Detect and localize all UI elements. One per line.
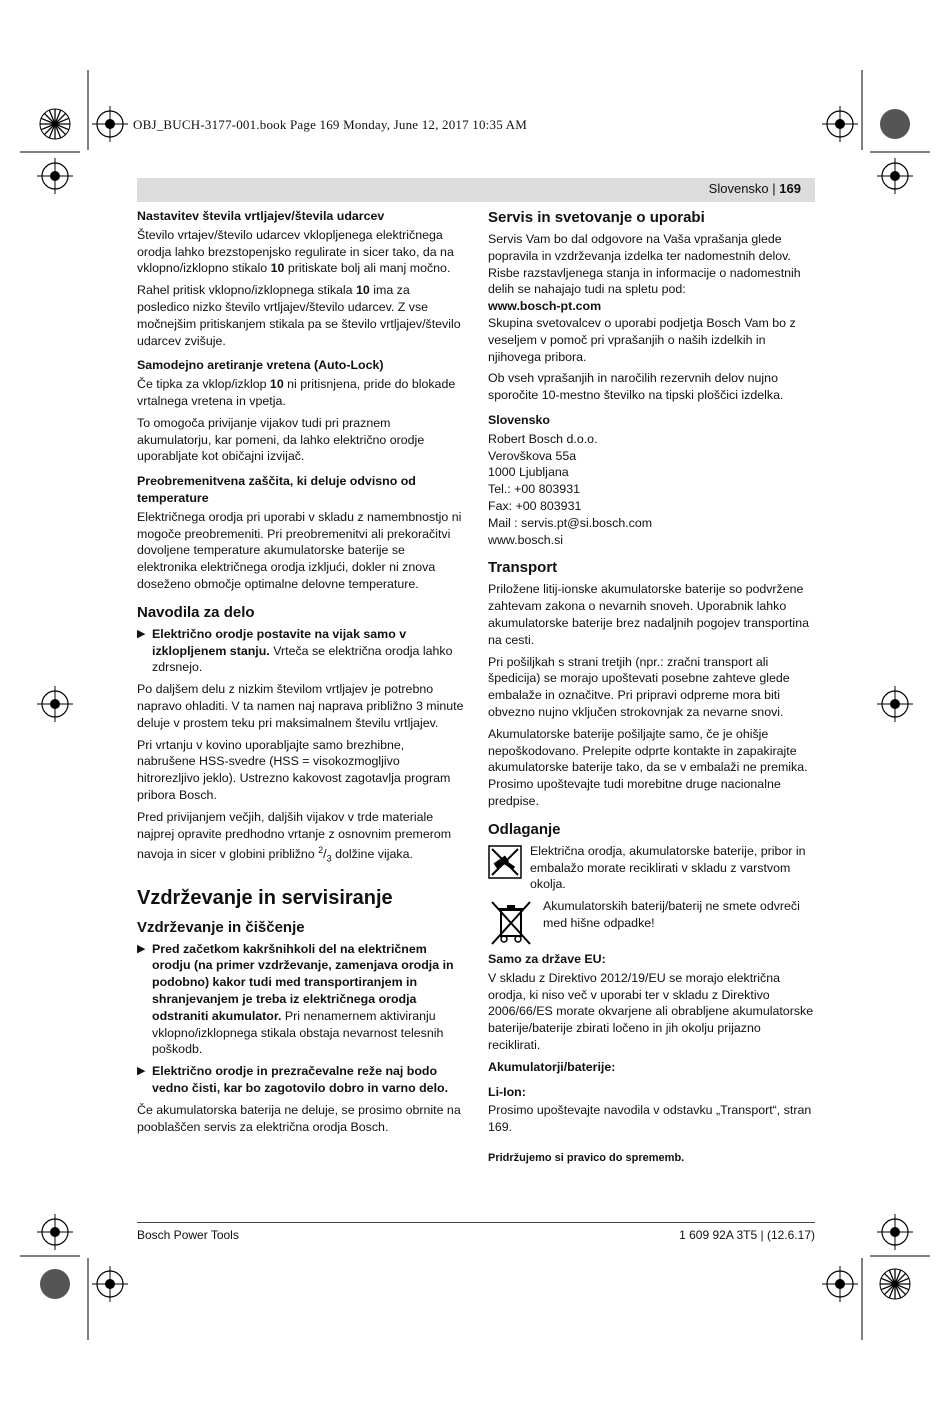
section-title: Preobremenitvena zaščita, ki deluje odvisno od temperature <box>137 474 416 505</box>
address-line: 1000 Ljubljana <box>488 465 569 480</box>
section-title: Samo za države EU: <box>488 952 606 967</box>
phone: Tel.: +00 803931 <box>488 482 580 497</box>
paragraph: Pri vrtanju v kovino uporabljajte samo brezhibne, nabrušene HSS-svedre (HSS = visokozmogljivo hitrorezljivo jeklo). Ustrezno kakovost zagotavlja program pribora Bosch. <box>137 737 451 802</box>
paragraph: Električnega orodja pri uporabi v skladu z namembnostjo ni mogoče preobremeniti. Pri preobremenitvi ali prekoračitvi dovoljene temperature akumulatorske baterije se elektronika električnega orodja izkljući, dokler ni znova doseženo območje optimalne delovne temperature. <box>137 509 462 591</box>
footer-code: 1 609 92A 3T5 | (12.6.17) <box>679 1228 815 1242</box>
paragraph: V skladu z Direktivo 2012/19/EU se morajo električna orodja, ki niso več v uporabi ter v skladu z Direktivo 2006/66/ES morate okvarjene ali obrabljene akumulatorske baterije/baterije zbirati ločeno in jih okolju prijazno reciklirati. <box>488 970 814 1053</box>
paragraph: Prosimo upoštevajte tudi morebitne druge nacionalne predpise. <box>488 777 781 808</box>
section-heading: Navodila za delo <box>137 603 255 621</box>
section-heading: Transport <box>488 559 558 577</box>
paragraph: To omogoča privijanje vijakov tudi pri praznem akumulatorju, kar pomeni, da lahko električno orodje uporabljate kot običajni izvijač. <box>137 415 425 464</box>
section-title: Slovensko <box>488 412 550 427</box>
bullet-triangle-icon: ▶ <box>137 627 146 640</box>
paragraph: Ob vseh vprašanjih in naročilih rezervnih delov nujno sporočite 10-mestno številko na tipski ploščici izdelka. <box>488 371 784 403</box>
paragraph: Število vrtajev/število udarcev vklopljenega električnega orodja lahko brezstopenjsko regulirate in sicer tako, da na vklopno/izklopno stikalo 10 pritiskate bolj ali manj močno. <box>137 227 454 276</box>
warning-bullet: ▶ Električno orodje in prezračevalne reže naj bodo vedno čisti, kar bo zagotovilo dobro in varno delo. <box>137 1064 449 1096</box>
warning-bullet: ▶ Električno orodje postavite na vijak samo v izklopljenem stanju. Vrteča se električna orodja lahko zdrsnejo. <box>137 626 453 675</box>
header-separator: | <box>772 181 776 196</box>
paragraph: Skupina svetovalcev o uporabi podjetja Bosch Vam bo z veseljem v pomoč pri vprašanjih o naših izdelkih in njihovega pribora. <box>488 315 796 364</box>
battery-bin-row <box>488 898 815 946</box>
footer-brand: Bosch Power Tools <box>137 1228 239 1242</box>
footer-rule <box>137 1222 815 1223</box>
crossed-bin-icon <box>488 898 534 948</box>
email[interactable]: Mail : servis.pt@si.bosch.com <box>488 515 653 530</box>
paragraph: Pred privijanjem večjih, daljših vijakov v trde materiale najprej opravite predhodno vrtanje z osnovnim premerom navoja in sicer v globini približno $^2/_3$ dolžine vijaka. <box>137 809 452 864</box>
paragraph: Če tipka za vklop/izklop 10 ni pritisnjena, pride do blokade vrtalnega vretena in vpetja. <box>137 377 456 408</box>
right-column <box>488 208 815 1167</box>
address-block <box>488 431 815 549</box>
address-line: Verovškova 55a <box>488 448 577 463</box>
chapter-heading: Vzdrževanje in servisiranje <box>137 886 393 909</box>
paragraph: Električna orodja, akumulatorske baterije, pribor in embalažo morate reciklirati v skladu z varstvom okolja. <box>530 843 806 892</box>
section-title: Li-Ion: <box>488 1084 526 1099</box>
paragraph: Priložene litij-ionske akumulatorske baterije so podvržene zahtevam zakona o nevarnih snoveh. Uporabnik lahko akumulatorske baterije brez nadaljnih pogojev transportina na cesti. <box>488 582 809 647</box>
paragraph: Če akumulatorska baterija ne deluje, se prosimo obrnite na pooblaščen servis za električna orodja Bosch. <box>137 1102 461 1134</box>
warning-bullet: ▶ Pred začetkom kakršnihkoli del na električnem orodju (na primer vzdrževanje, zamenjava orodja in podobno) kakor tudi med transportiranjem in shranjevanjem je treba iz električnega orodja odstraniti akumulator. Pri nenamernem aktiviranju vklopno/izklopnega stikala obstaja nevarnost telesnih poškodb. <box>137 941 454 1057</box>
paragraph: Akumulatorskih baterij/baterij ne smete odvreči med hišne odpadke! <box>543 899 800 930</box>
bullet-triangle-icon: ▶ <box>137 1065 146 1078</box>
paragraph: Prosimo upoštevajte navodila v odstavku „Transport“, stran 169. <box>488 1103 812 1135</box>
disclaimer-note: Pridržujemo si pravico do sprememb. <box>488 1152 685 1165</box>
website-link[interactable]: www.bosch-pt.com <box>488 299 602 314</box>
print-slug: OBJ_BUCH-3177-001.book Page 169 Monday, June 12, 2017 10:35 AM <box>133 117 527 132</box>
address-line: Robert Bosch d.o.o. <box>488 431 598 446</box>
paragraph: Rahel pritisk vklopno/izklopnega stikala 10 ima za posledico nizko število vrtljajev/število udarcev. Z vse močnejšim pritiskanjem stikala pa se število vrtljajev/število udarcev zvišuje. <box>137 283 461 348</box>
section-title: Samodejno aretiranje vretena (Auto-Lock) <box>137 358 384 373</box>
section-heading: Odlaganje <box>488 820 561 838</box>
section-title: Akumulatorji/baterije: <box>488 1059 616 1074</box>
recycling-tools-icon <box>488 845 522 879</box>
website-link[interactable]: www.bosch.si <box>488 532 564 547</box>
section-heading: Servis in svetovanje o uporabi <box>488 209 705 226</box>
section-heading: Vzdrževanje in čiščenje <box>137 918 305 936</box>
page-number: 169 <box>779 181 801 196</box>
left-column <box>137 208 464 1140</box>
paragraph: Akumulatorske baterije pošiljajte samo, če je ohišje nepoškodovano. Prelepite odprte kontakte in zapakirajte akumulatorske baterije tako, da se v embalaži ne premika. <box>488 726 808 775</box>
recycle-row <box>488 843 815 893</box>
fax: Fax: +00 803931 <box>488 498 582 513</box>
paragraph: Servis Vam bo dal odgovore na Vaša vprašanja glede popravila in vzdrževanja izdelka ter nadomestnih delov. Risbe razstavljenega stanja in informacije o nadomestnih delih se nahajajo tudi na spletu pod: <box>488 232 801 297</box>
paragraph: Po daljšem delu z nizkim številom vrtljajev je potrebno napravo ohladiti. V ta namen naj naprava približno 3 minute deluje v prostem teku pri maksimalnem številu vrtljajev. <box>137 682 464 730</box>
section-title: Nastavitev števila vrtljajev/števila udarcev <box>137 209 385 223</box>
page-header <box>709 181 801 196</box>
bullet-triangle-icon: ▶ <box>137 942 146 955</box>
paragraph: Pri pošiljkah s strani tretjih (npr.: zračni transport ali špedicija) se morajo upoštevati posebne zahteve glede embalaže in označitve. Pri pripravi odpreme mora biti obvezno nujno vključen strokovnjak za nevarne snovi. <box>488 654 790 719</box>
header-language: Slovensko <box>708 181 769 196</box>
